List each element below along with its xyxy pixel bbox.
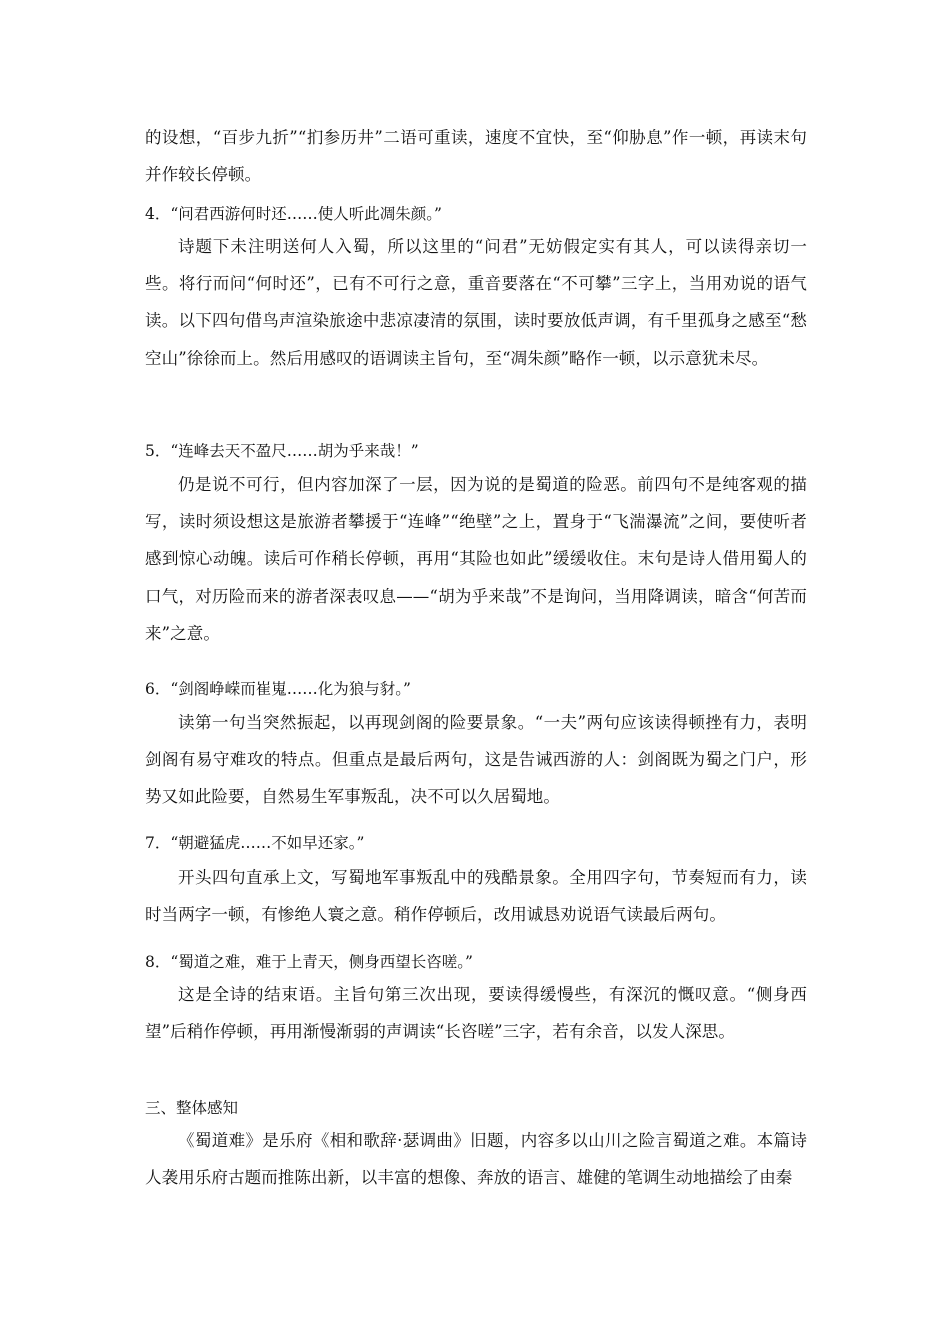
paragraph-item-7: 开头四句直承上文，写蜀地军事叛乱中的残酷景象。全用四字句，节奏短而有力，读时当两字一顿，有惨绝人寰之意。稍作停顿后，改用诚恳劝说语气读最后两句。 — [145, 868, 807, 925]
section-heading-overall: 三、整体感知 — [145, 1099, 239, 1117]
paragraph-continued: 的设想，“百步九折”“扪参历井”二语可重读，速度不宜快，至“仰胁息”作一顿，再读末句并作较长停顿。 — [145, 128, 807, 185]
item-7-heading: 7．“朝避猛虎……不如早还家。” — [145, 834, 365, 852]
paragraph-item-8: 这是全诗的结束语。主旨句第三次出现，要读得缓慢些，有深沉的慨叹意。“侧身西望”后稍作停顿，再用渐慢渐弱的声调读“长咨嗟”三字，若有余音，以发人深思。 — [145, 985, 807, 1042]
item-6-heading: 6．“剑阁峥嵘而崔嵬……化为狼与豺。” — [145, 680, 411, 698]
paragraph-item-5: 仍是说不可行，但内容加深了一层，因为说的是蜀道的险恶。前四句不是纯客观的描写，读时须设想这是旅游者攀援于“连峰”“绝壁”之上，置身于“飞湍瀑流”之间，要使听者感到惊心动魄。读后可作稍长停顿，再用“其险也如此”缓缓收住。末句是诗人借用蜀人的口气，对历险而来的游者深表叹息——“胡为乎来哉”不是询问，当用降调读，暗含“何苦而来”之意。 — [145, 475, 807, 643]
item-5-heading: 5．“连峰去天不盈尺……胡为乎来哉！” — [145, 442, 419, 460]
item-4-heading: 4．“问君西游何时还……使人听此凋朱颜。” — [145, 205, 442, 223]
paragraph-item-4: 诗题下未注明送何人入蜀，所以这里的“问君”无妨假定实有其人，可以读得亲切一些。将行而问“何时还”，已有不可行之意，重音要落在“不可攀”三字上，当用劝说的语气读。以下四句借鸟声渲染旅途中悲凉凄清的氛围，读时要放低声调，有千里孤身之感至“愁空山”徐徐而上。然后用感叹的语调读主旨句，至“凋朱颜”略作一顿，以示意犹未尽。 — [145, 237, 807, 368]
paragraph-item-6: 读第一句当突然振起，以再现剑阁的险要景象。“一夫”两句应该读得顿挫有力，表明剑阁有易守难攻的特点。但重点是最后两句，这是告诫西游的人：剑阁既为蜀之门户，形势又如此险要，自然易生军事叛乱，决不可以久居蜀地。 — [145, 713, 807, 807]
paragraph-overall: 《蜀道难》是乐府《相和歌辞·瑟调曲》旧题，内容多以山川之险言蜀道之难。本篇诗人袭用乐府古题而推陈出新，以丰富的想像、奔放的语言、雄健的笔调生动地描绘了由秦 — [145, 1131, 807, 1188]
item-8-heading: 8．“蜀道之难，难于上青天，侧身西望长咨嗟。” — [145, 953, 473, 971]
